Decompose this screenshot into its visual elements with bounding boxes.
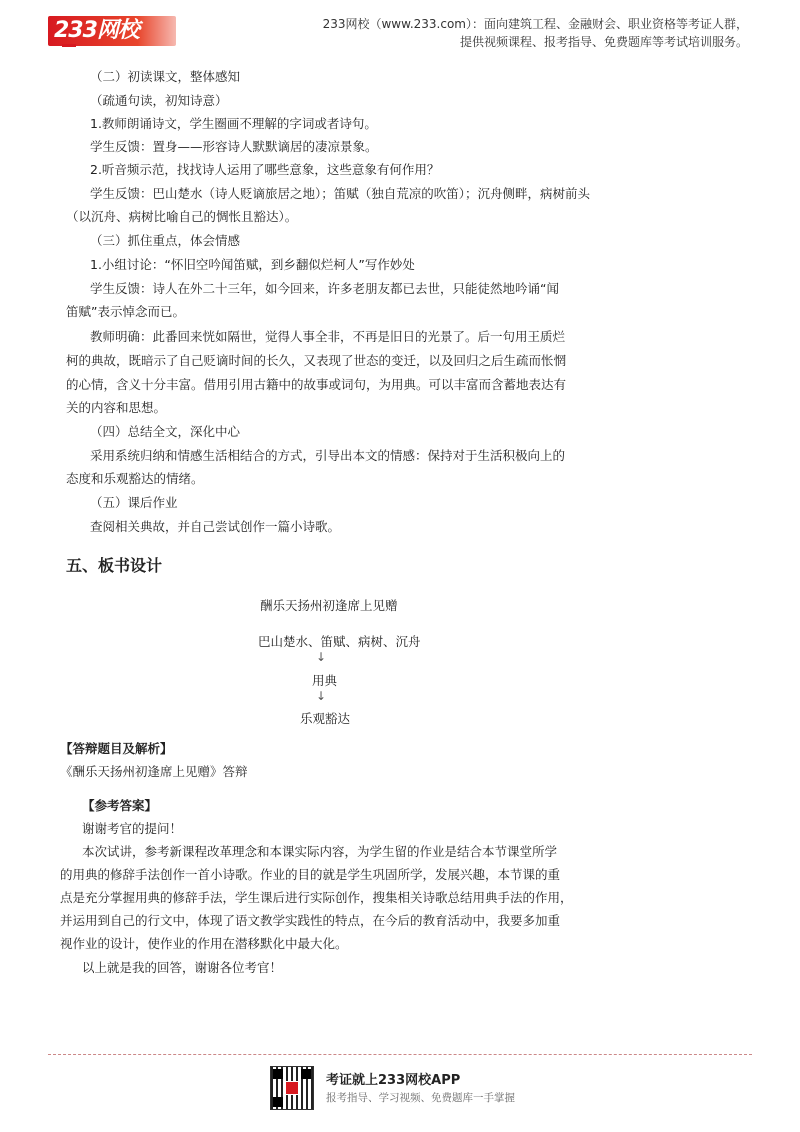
answer-heading: 【答辩题目及解析】 xyxy=(60,741,173,756)
qr-logo-icon xyxy=(285,1081,299,1095)
header-info-line-1: 233网校（www.233.com）：面向建筑工程、金融财会、职业资格等考证人群， xyxy=(322,17,748,31)
body-line: 查阅相关典故，并自己尝试创作一篇小诗歌。 xyxy=(90,519,341,534)
board-theme: 乐观豁达 xyxy=(300,711,351,726)
answer-line: 本次试讲，参考新课程改革理念和本课实际内容，为学生留的作业是结合本节课堂所学 xyxy=(82,844,558,859)
section-heading-5: （五）课后作业 xyxy=(90,495,178,510)
section-heading-4: （四）总结全文，深化中心 xyxy=(90,424,241,439)
body-line: 教师明确：此番回来恍如隔世，觉得人事全非，不再是旧日的光景了。后一句用王质烂 xyxy=(90,329,566,344)
answer-line: 谢谢考官的提问！ xyxy=(82,821,183,836)
body-line: 学生反馈：置身——形容诗人默默谪居的凄凉景象。 xyxy=(90,139,378,154)
board-title: 酬乐天扬州初逢席上见赠 xyxy=(260,598,398,613)
reference-answer-heading: 【参考答案】 xyxy=(82,798,158,813)
down-arrow-icon: ↓ xyxy=(316,650,327,664)
header-info xyxy=(323,15,748,51)
body-line: （以沉舟、病树比喻自己的惆怅且豁达）。 xyxy=(66,209,298,224)
section-heading-2: （二）初读课文，整体感知 xyxy=(90,69,241,84)
body-line: 1.小组讨论：“怀旧空吟闻笛赋，到乡翻似烂柯人”写作妙处 xyxy=(90,257,415,272)
board-technique: 用典 xyxy=(312,673,338,688)
board-imagery: 巴山楚水、笛赋、病树、沉舟 xyxy=(258,634,421,649)
body-line: 关的内容和思想。 xyxy=(66,400,167,415)
answer-question: 《酬乐天扬州初逢席上见赠》答辩 xyxy=(60,764,248,779)
body-line: 的心情，含义十分丰富。借用引用古籍中的故事或词句，为用典。可以丰富而含蓄地表达有 xyxy=(66,377,567,392)
answer-line: 以上就是我的回答，谢谢各位考官！ xyxy=(82,960,283,975)
answer-line: 的用典的修辞手法创作一首小诗歌。作业的目的就是学生巩固所学，发展兴趣，本节课的重 xyxy=(60,867,561,882)
section-heading-3: （三）抓住重点，体会情感 xyxy=(90,233,241,248)
header-info-line-2: 提供视频课程、报考指导、免费题库等考试培训服务。 xyxy=(459,35,748,49)
body-line: 采用系统归纳和情感生活相结合的方式，引导出本文的情感：保持对于生活积极向上的 xyxy=(90,448,566,463)
footer-divider xyxy=(48,1054,752,1055)
down-arrow-icon: ↓ xyxy=(316,689,327,703)
body-line: 2.听音频示范，找找诗人运用了哪些意象，这些意象有何作用？ xyxy=(90,162,440,177)
body-line: 学生反馈：诗人在外二十三年，如今回来，许多老朋友都已去世，只能徒然地吟诵“闻 xyxy=(90,281,559,296)
body-line: （疏通句读，初知诗意） xyxy=(90,93,228,108)
answer-line: 并运用到自己的行文中，体现了语文教学实践性的特点，在今后的教育活动中，我要多加重 xyxy=(60,913,561,928)
answer-line: 视作业的设计，使作业的作用在潜移默化中最大化。 xyxy=(60,936,348,951)
section-heading-board-design: 五、板书设计 xyxy=(66,556,163,575)
brand-logo xyxy=(48,16,176,46)
body-line: 柯的典故，既暗示了自己贬谪时间的长久，又表现了世态的变迁，以及回归之后生疏而怅惘 xyxy=(66,353,567,368)
footer-title: 考证就上233网校APP xyxy=(326,1073,461,1088)
logo-accent xyxy=(62,44,76,47)
logo-text: 233网校 xyxy=(54,18,139,43)
footer-subtitle: 报考指导、学习视频、免费题库一手掌握 xyxy=(326,1092,515,1104)
body-line: 态度和乐观豁达的情绪。 xyxy=(66,471,204,486)
body-line: 学生反馈：巴山楚水（诗人贬谪旅居之地）；笛赋（独自荒凉的吹笛）；沉舟侧畔，病树前头 xyxy=(90,186,591,201)
body-line: 笛赋”表示悼念而已。 xyxy=(66,304,185,319)
body-line: 1.教师朗诵诗文，学生圈画不理解的字词或者诗句。 xyxy=(90,116,377,131)
answer-line: 点是充分掌握用典的修辞手法，学生课后进行实际创作，搜集相关诗歌总结用典手法的作用， xyxy=(60,890,573,905)
